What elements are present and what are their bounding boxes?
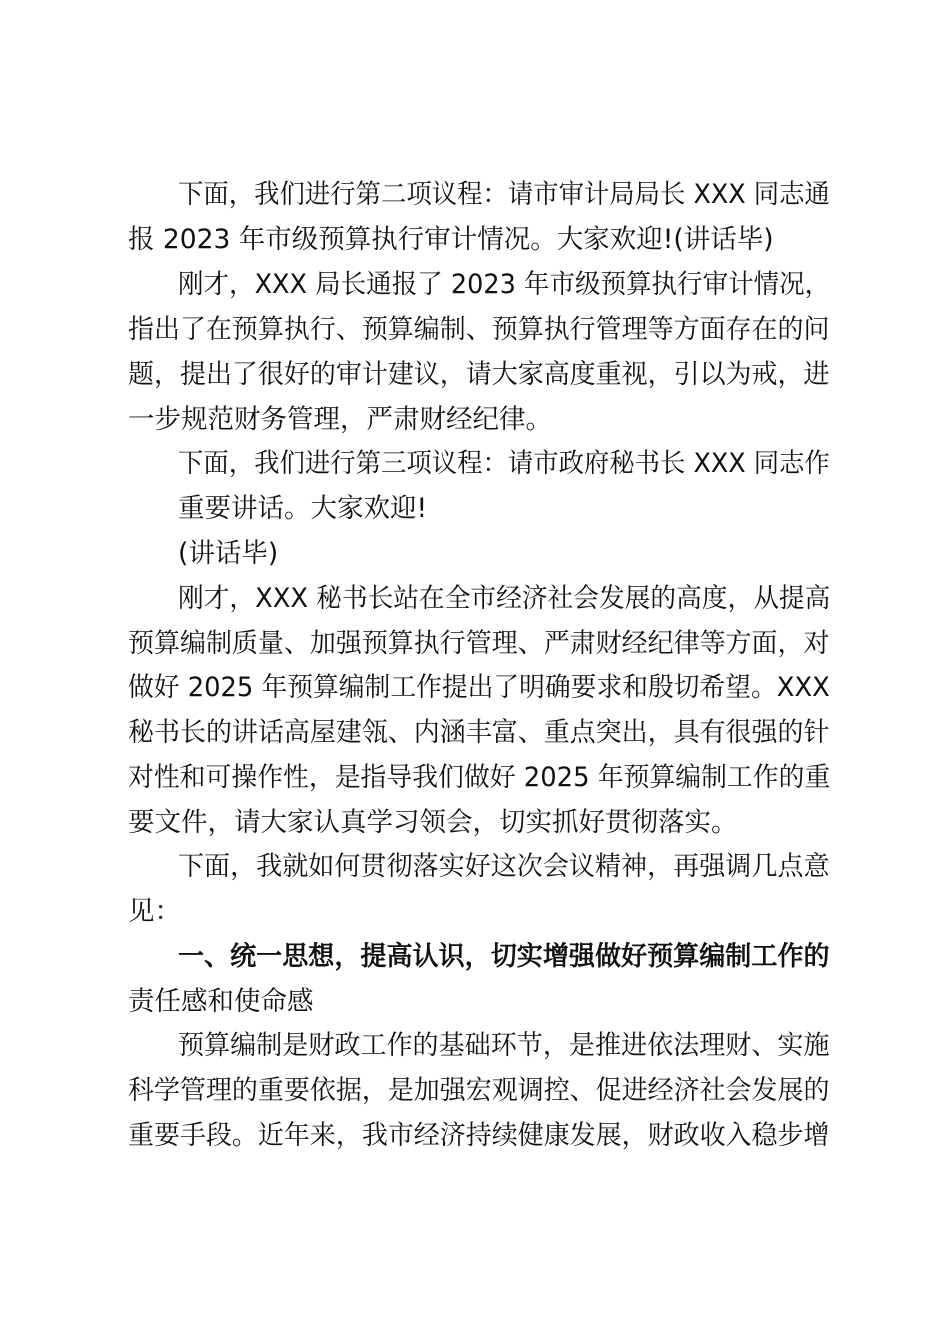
text-line: 刚才，XXX 局长通报了 2023 年市级预算执行审计情况， [178,269,831,300]
section-heading-line: 责任感和使命感 [128,986,314,1017]
text-line: 刚才，XXX 秘书长站在全市经济社会发展的高度，从提高 [178,583,831,614]
text-line: 预算编制是财政工作的基础环节，是推进依法理财、实施 [178,1030,830,1061]
text-line: 一步规范财务管理，严肃财经纪律。 [128,404,552,435]
text-line: 指出了在预算执行、预算编制、预算执行管理等方面存在的问 [128,314,830,345]
text-line: 题，提出了很好的审计建议，请大家高度重视，引以为戒，进 [128,359,830,390]
text-line: (讲话毕) [178,538,279,569]
text-line: 见： [128,896,181,927]
text-line: 对性和可操作性，是指导我们做好 2025 年预算编制工作的重 [128,762,831,793]
text-line: 要文件，请大家认真学习领会，切实抓好贯彻落实。 [128,807,738,838]
text-line: 下面，我就如何贯彻落实好这次会议精神，再强调几点意 [178,851,830,882]
text-line: 重要讲话。大家欢迎! [178,493,428,524]
text-line: 下面，我们进行第二项议程：请市审计局局长 XXX 同志通 [178,179,830,210]
text-line: 秘书长的讲话高屋建瓴、内涵丰富、重点突出，具有很强的针 [128,717,830,748]
text-line: 重要手段。近年来，我市经济持续健康发展，财政收入稳步增 [128,1120,830,1151]
section-heading-line: 一、统一思想，提高认识，切实增强做好预算编制工作的 [178,941,830,972]
text-line: 报 2023 年市级预算执行审计情况。大家欢迎!(讲话毕) [128,224,774,255]
text-line: 科学管理的重要依据，是加强宏观调控、促进经济社会发展的 [128,1075,830,1106]
text-line: 做好 2025 年预算编制工作提出了明确要求和殷切希望。XXX [128,672,830,703]
text-line: 下面，我们进行第三项议程：请市政府秘书长 XXX 同志作 [178,448,830,479]
text-line: 预算编制质量、加强预算执行管理、严肃财经纪律等方面，对 [128,628,830,659]
